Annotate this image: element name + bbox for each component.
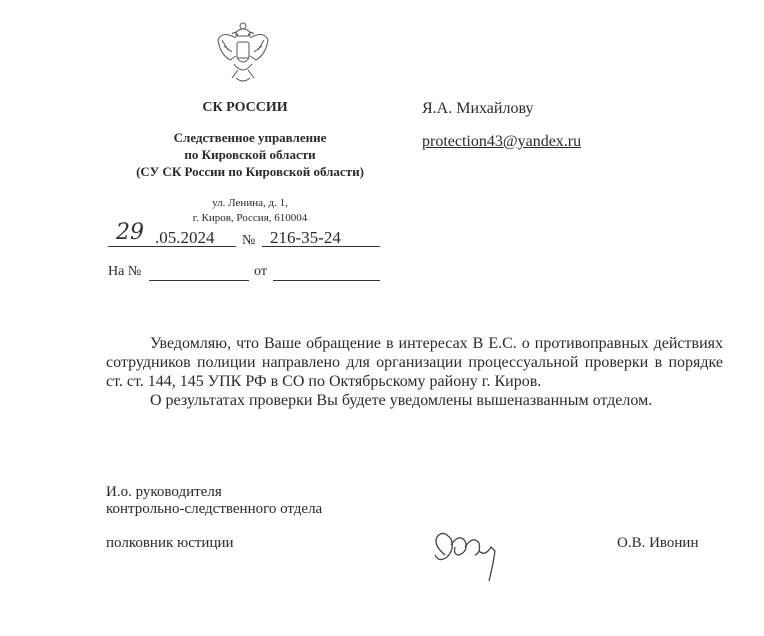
org-line: Следственное управление (173, 130, 327, 145)
recipient-name: Я.А. Михайлову (422, 100, 534, 117)
number-sign: № (242, 233, 256, 248)
outgoing-number: 216-35-24 (270, 228, 341, 247)
org-full-name (100, 129, 400, 180)
outgoing-date: .05.2024 (155, 228, 215, 247)
coat-of-arms-icon (214, 20, 272, 86)
reply-to-label: На № (108, 264, 142, 279)
signatory-rank: полковник юстиции (106, 535, 234, 551)
address-line: ул. Ленина, д. 1, (212, 197, 288, 209)
signatory-name: О.В. Ивонин (617, 535, 699, 551)
recipient-email-link[interactable]: protection43@yandex.ru (422, 133, 582, 150)
handwritten-day: 29 (116, 220, 144, 245)
reply-to-blank (149, 266, 249, 281)
letter-body (106, 334, 723, 410)
org-short-name: СК РОССИИ (202, 100, 288, 115)
position-line: И.о. руководителя (106, 484, 222, 500)
handwritten-signature-icon (425, 525, 515, 585)
body-paragraph: О результатах проверки Вы будете уведомлены вышеназванным отделом. (150, 392, 653, 409)
address-line: г. Киров, Россия, 610004 (192, 212, 308, 224)
reply-from-blank (273, 266, 380, 281)
org-line: по Кировской области (184, 147, 316, 162)
org-line: (СУ СК России по Кировской области) (136, 164, 364, 179)
position-line: контрольно-следственного отдела (106, 501, 323, 517)
signatory-position (106, 484, 322, 518)
body-paragraph: Уведомляю, что Ваше обращение в интересах В Е.С. о противоправных действиях сотрудников полиции направлено для организации процессуальной проверки в порядке ст. ст. 144, 145 УПК РФ в СО по Октябрьскому району г. Киров. (106, 335, 723, 390)
reply-from-label: от (254, 264, 267, 279)
